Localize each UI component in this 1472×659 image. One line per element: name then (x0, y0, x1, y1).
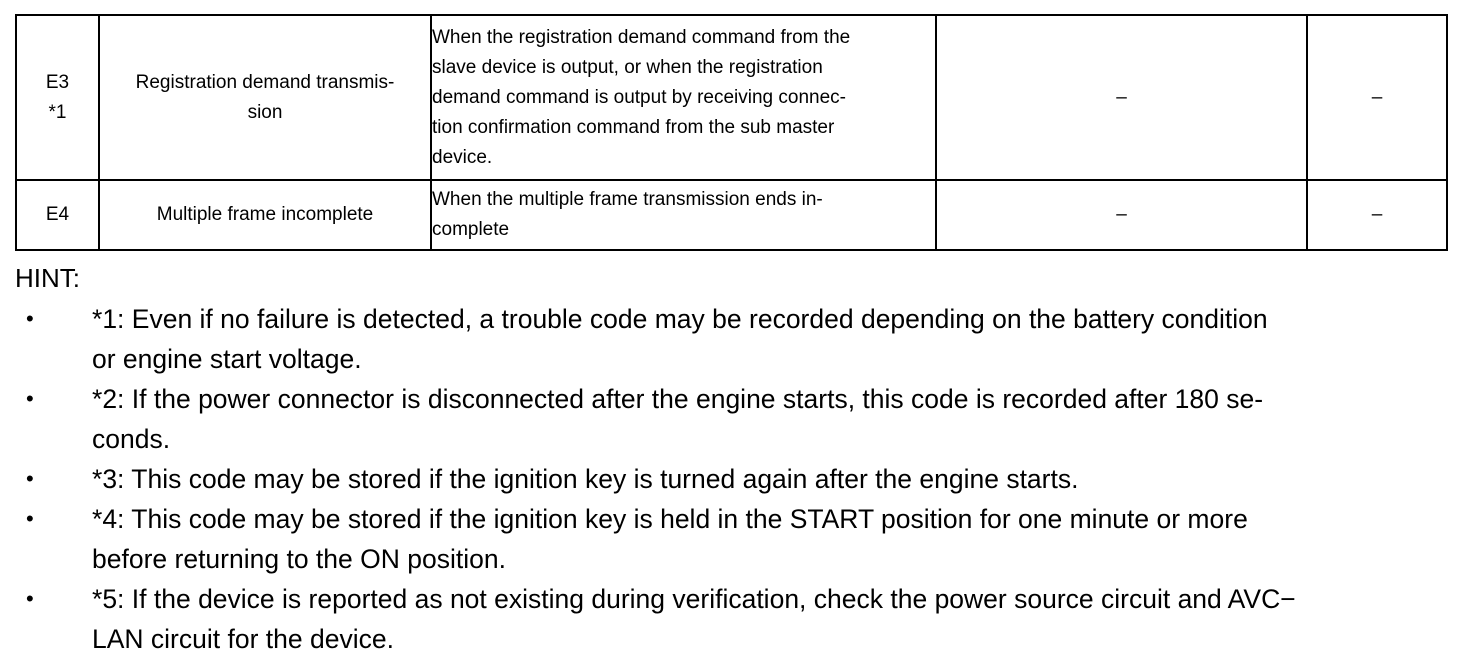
code-text: E3 (45, 71, 70, 93)
hint-item (0, 459, 1447, 499)
hint-item (0, 299, 1447, 379)
table-row (16, 180, 1447, 250)
condition-text: tion confirmation command from the sub master (432, 116, 835, 138)
hint-text: conds. (92, 424, 171, 454)
hint-text: *2: If the power connector is disconnected after the engine starts, this code is recorded after 180 se- (92, 384, 1264, 414)
table-row (16, 15, 1447, 180)
hint-text: *4: This code may be stored if the ignition key is held in the START position for one minute or more (92, 504, 1248, 534)
condition-text: slave device is output, or when the registration (432, 56, 823, 78)
hint-text: *5: If the device is reported as not existing during verification, check the power source circuit and AVC− (92, 584, 1296, 614)
hint-heading: HINT: (15, 263, 80, 293)
bullet-icon: • (26, 586, 34, 611)
condition-text: When the registration demand command from the (432, 26, 851, 48)
diagnostic-code-table (15, 14, 1448, 251)
code-cell (16, 15, 99, 180)
hint-text: LAN circuit for the device. (92, 624, 394, 654)
hint-text: *1: Even if no failure is detected, a trouble code may be recorded depending on the battery condition (92, 304, 1268, 334)
detection-item-text: sion (247, 101, 283, 123)
dash-cell: – (1307, 180, 1447, 250)
detection-item-text: Registration demand transmis- (135, 71, 395, 93)
hint-text: or engine start voltage. (92, 344, 362, 374)
code-text: E4 (45, 204, 70, 225)
hint-text: *3: This code may be stored if the ignition key is turned again after the engine starts. (92, 464, 1079, 494)
hint-item (0, 499, 1447, 579)
code-footnote: *1 (48, 101, 67, 123)
hint-item (0, 379, 1447, 459)
detection-item-cell (99, 15, 431, 180)
dash-cell: – (936, 15, 1307, 180)
hint-list (0, 299, 1472, 659)
bullet-icon: • (26, 306, 34, 331)
condition-text: complete (432, 219, 510, 240)
dash-cell: – (936, 180, 1307, 250)
hint-item (0, 579, 1447, 659)
condition-cell (431, 15, 936, 180)
detection-item-text: Multiple frame incomplete (156, 204, 374, 225)
bullet-icon: • (26, 386, 34, 411)
condition-text: When the multiple frame transmission ends in- (432, 189, 823, 210)
detection-item-cell (99, 180, 431, 250)
condition-text: device. (432, 146, 493, 168)
bullet-icon: • (26, 506, 34, 531)
condition-cell (431, 180, 936, 250)
code-cell (16, 180, 99, 250)
hint-text: before returning to the ON position. (92, 544, 506, 574)
dash-cell: – (1307, 15, 1447, 180)
condition-text: demand command is output by receiving connec- (432, 86, 847, 108)
bullet-icon: • (26, 466, 34, 491)
